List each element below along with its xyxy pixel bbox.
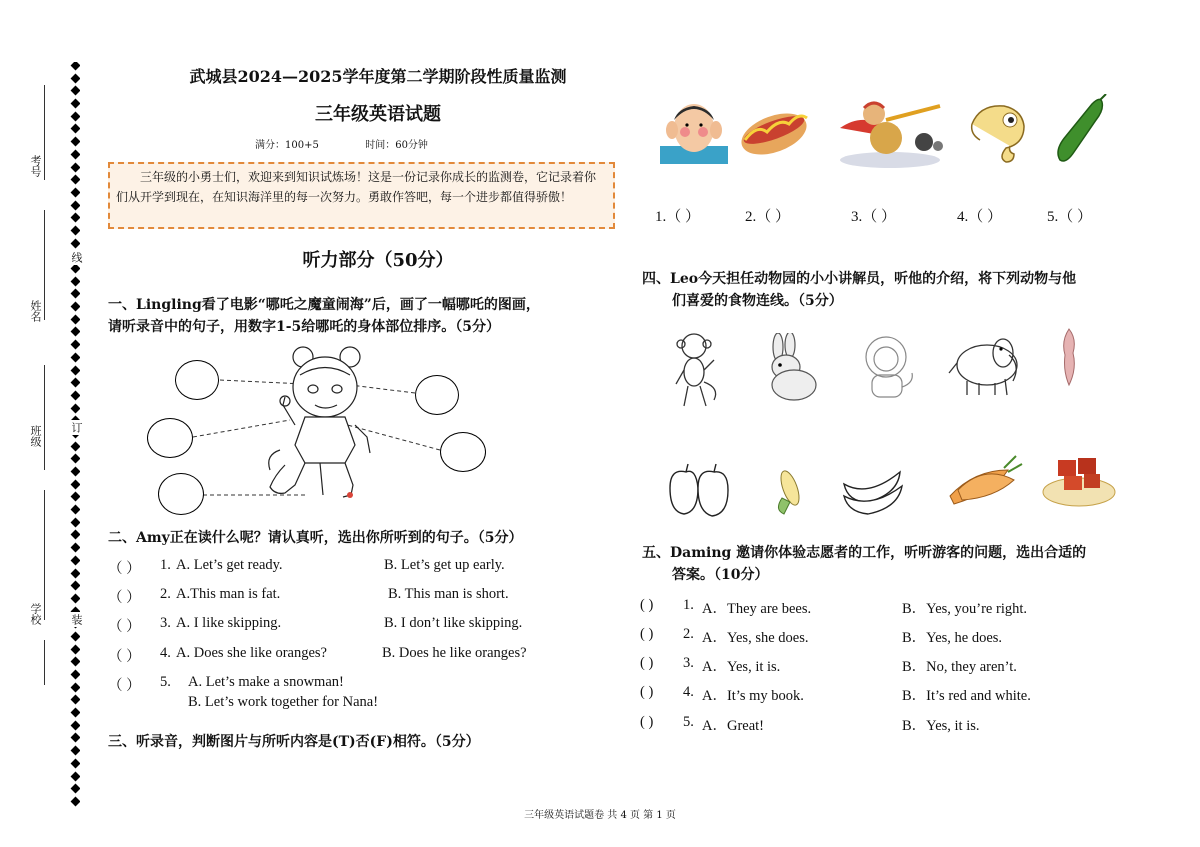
diamond-mark [70, 99, 80, 109]
diamond-mark [70, 543, 80, 553]
binding-rule [44, 365, 45, 470]
binding-rule [44, 210, 45, 320]
carrots-picture[interactable] [944, 452, 1024, 510]
diamond-mark [70, 149, 80, 159]
diamond-mark [70, 492, 80, 502]
q5-bracket-5[interactable]: ( ) [640, 714, 654, 730]
q2-option-a: A.This man is fat. [176, 586, 281, 602]
cut-mark-install: 装 [70, 614, 83, 625]
q5-title-line1: 五、Daming 邀请你体验志愿者的工作，听听游客的问题，选出合适的 [642, 545, 1087, 561]
q2-option-a: A. Does she like oranges? [176, 645, 327, 661]
q3-title: 三、听录音，判断图片与所听内容是(T)否(F)相符。（5分） [108, 734, 480, 750]
diamond-mark [70, 187, 80, 197]
q5-number-5: 5. [683, 714, 694, 730]
school-label: 学校 [29, 603, 42, 625]
q5-title-line2: 答案。（10分） [672, 567, 769, 583]
q5-number-3: 3. [683, 655, 694, 671]
diamond-mark [70, 365, 80, 375]
q1-title [108, 294, 628, 338]
diamond-mark [70, 124, 80, 134]
item-number: 2. [160, 586, 171, 602]
diamond-mark [70, 111, 80, 121]
item-number: 5. [160, 674, 171, 690]
q2-option-b: B. This man is short. [388, 586, 509, 602]
q5-bracket-3[interactable]: ( ) [640, 655, 654, 671]
q4-animals [660, 325, 1100, 410]
q2-item-2 [108, 586, 171, 607]
binding-rule [44, 85, 45, 180]
diamond-mark [70, 758, 80, 768]
q2-title: 二、Amy正在读什么呢？请认真听，选出你所听到的句子。（5分） [108, 530, 523, 546]
q5-number-4: 4. [683, 684, 694, 700]
q4-foods [660, 450, 1120, 525]
item-number: 4. [160, 645, 171, 661]
q5-option-b: B．No, they aren’t. [902, 659, 1017, 675]
q5-bracket-4[interactable]: ( ) [640, 684, 654, 700]
binding-rule [44, 640, 45, 685]
diamond-mark [70, 390, 80, 400]
q2-option-b: B. Does he like oranges? [382, 645, 527, 661]
diamond-mark [70, 238, 80, 248]
diamond-mark [70, 314, 80, 324]
part-circle-2[interactable] [415, 375, 459, 415]
chameleon-picture [960, 96, 1030, 168]
q2-option-b: B. I don’t like skipping. [384, 615, 523, 631]
diamond-mark [70, 289, 80, 299]
q5-bracket-1[interactable]: ( ) [640, 597, 654, 613]
meat-picture[interactable] [1040, 450, 1118, 510]
lion-picture[interactable] [858, 333, 918, 403]
q3-blank-4[interactable]: 4.（ ） [957, 209, 1003, 225]
diamond-mark [70, 340, 80, 350]
bananas-picture[interactable] [838, 458, 908, 516]
q5-option-b: B．It’s red and white. [902, 688, 1031, 704]
diamond-mark [70, 733, 80, 743]
diamond-mark [70, 530, 80, 540]
q5-title [642, 542, 1152, 586]
q3-blank-2[interactable]: 2.（ ） [745, 209, 791, 225]
small-animal-picture[interactable] [1055, 325, 1085, 390]
diamond-mark [70, 137, 80, 147]
monkey-king-picture [830, 94, 950, 168]
q5-option-b: B．Yes, it is. [902, 718, 980, 734]
diamond-mark [70, 73, 80, 83]
diamond-mark [70, 200, 80, 210]
apples-picture[interactable] [664, 460, 734, 522]
hot-dog-picture [737, 100, 812, 160]
q5-list [640, 597, 1160, 747]
diamond-mark [70, 682, 80, 692]
diamond-mark [70, 568, 80, 578]
item-number: 3. [160, 615, 171, 631]
cut-mark-line: 线 [70, 252, 83, 263]
diamond-mark [70, 213, 80, 223]
diamond-mark [70, 555, 80, 565]
part-circle-5[interactable] [158, 473, 204, 515]
nezha-diagram [145, 345, 490, 510]
part-circle-3[interactable] [147, 418, 193, 458]
diamond-mark [70, 581, 80, 591]
diamond-border [70, 62, 80, 808]
q2-option-a: A. Let’s get ready. [176, 557, 283, 573]
q2-option-a: A. Let’s make a snowman! [188, 674, 344, 690]
q5-option-a: A．Great! [702, 718, 765, 734]
diamond-mark [70, 720, 80, 730]
diamond-mark [70, 695, 80, 705]
rabbit-picture[interactable] [756, 333, 821, 403]
diamond-mark [70, 670, 80, 680]
q2-option-b: B. Let’s work together for Nana! [188, 694, 379, 710]
diamond-mark [70, 225, 80, 235]
q1-title-line1: 一、Lingling看了电影“哪吒之魔童闹海”后，画了一幅哪吒的图画， [108, 297, 540, 313]
binding-rule [44, 490, 45, 620]
q2-item-3 [108, 615, 171, 636]
diamond-mark [70, 644, 80, 654]
diamond-mark [70, 162, 80, 172]
exam-time: 时间：60分钟 [365, 140, 428, 151]
diamond-mark [70, 175, 80, 185]
diamond-mark [70, 593, 80, 603]
q1-title-line2: 请听录音中的句子，用数字1-5给哪吒的身体部位排序。（5分） [108, 319, 501, 335]
q4-title [642, 268, 1152, 312]
q5-option-a: A．It’s my book. [702, 688, 804, 704]
q4-title-line2: 们喜爱的食物连线。（5分） [672, 293, 843, 309]
answer-bracket[interactable]: （ ） [108, 678, 141, 694]
exam-subtitle: 三年级英语试题 [315, 104, 441, 125]
q3-blank-5[interactable]: 5.（ ） [1047, 209, 1093, 225]
answer-bracket[interactable]: （ ） [108, 649, 141, 665]
diamond-mark [70, 302, 80, 312]
intro-box: 三年级的小勇士们，欢迎来到知识试炼场！这是一份记录你成长的监测卷，它记录着你们从开学到现在，在知识海洋里的每一次努力。勇敢作答吧，每一个进步都值得骄傲！ [108, 162, 615, 229]
diamond-mark [70, 517, 80, 527]
q5-number-2: 2. [683, 626, 694, 642]
listening-heading: 听力部分（50分） [302, 250, 454, 271]
q5-option-b: B．Yes, he does. [902, 630, 1003, 646]
class-label: 班级 [29, 425, 42, 447]
diamond-mark [70, 784, 80, 794]
diamond-mark [70, 86, 80, 96]
diamond-mark [70, 454, 80, 464]
q5-number-1: 1. [683, 597, 694, 613]
diamond-mark [70, 796, 80, 806]
q5-option-a: A．Yes, she does. [702, 630, 809, 646]
diamond-mark [70, 352, 80, 362]
part-circle-4[interactable] [440, 432, 486, 472]
item-number: 1. [160, 557, 171, 573]
boy-covering-ears-picture [660, 98, 728, 164]
q3-answer-row [655, 205, 1145, 227]
cut-mark-bind: 订 [70, 422, 83, 433]
diamond-mark [70, 657, 80, 667]
diamond-mark [70, 62, 80, 70]
diamond-mark [70, 276, 80, 286]
answer-bracket[interactable]: （ ） [108, 590, 141, 606]
diamond-mark [70, 505, 80, 515]
q5-option-b: B．Yes, you’re right. [902, 601, 1027, 617]
exam-title: 武城县2024—2025学年度第二学期阶段性质量监测 [189, 67, 567, 86]
answer-bracket[interactable]: （ ） [108, 561, 141, 577]
name-label: 姓名 [29, 300, 42, 322]
diamond-mark [70, 441, 80, 451]
q3-pictures [655, 92, 1125, 172]
diamond-mark [70, 746, 80, 756]
page-footer: 三年级英语试题卷 共 4 页 第 1 页 [524, 810, 676, 821]
answer-bracket[interactable]: （ ） [108, 619, 141, 635]
score-time-line [255, 136, 428, 151]
q2-option-b: B. Let’s get up early. [384, 557, 505, 573]
diamond-mark [70, 264, 80, 274]
q4-title-line1: 四、Leo今天担任动物园的小小讲解员，听他的介绍，将下列动物与他 [642, 271, 1077, 287]
diamond-mark [70, 467, 80, 477]
q5-option-a: A．They are bees. [702, 601, 812, 617]
diamond-mark [70, 479, 80, 489]
diamond-mark [70, 771, 80, 781]
q2-item-1 [108, 557, 171, 578]
part-circle-1[interactable] [175, 360, 219, 400]
q2-item-4 [108, 645, 171, 666]
diamond-mark [70, 631, 80, 641]
diamond-mark [70, 327, 80, 337]
monkey-picture[interactable] [668, 330, 723, 410]
corn-picture[interactable] [770, 462, 810, 517]
diamond-mark [70, 708, 80, 718]
diamond-mark [70, 378, 80, 388]
q2-option-a: A. I like skipping. [176, 615, 282, 631]
q3-blank-1[interactable]: 1.（ ） [655, 209, 701, 225]
full-score: 满分：100+5 [255, 140, 319, 151]
elephant-picture[interactable] [943, 325, 1023, 400]
diamond-mark [70, 403, 80, 413]
q3-blank-3[interactable]: 3.（ ） [851, 209, 897, 225]
q5-option-a: A．Yes, it is. [702, 659, 781, 675]
q2-item-5 [108, 674, 171, 695]
exam-number-label: 考号 [29, 155, 42, 177]
cucumber-picture [1050, 94, 1110, 166]
q5-bracket-2[interactable]: ( ) [640, 626, 654, 642]
